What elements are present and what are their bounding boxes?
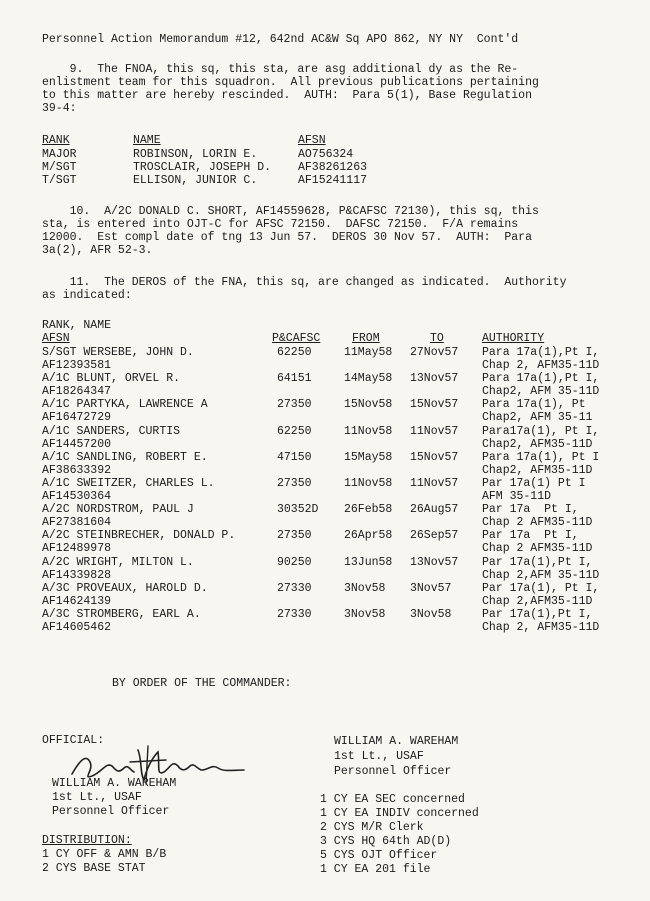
para9-line: to this matter are hereby rescinded. AUTH: Para 5(1), Base Regulation bbox=[42, 89, 532, 102]
row-name: A/3C STROMBERG, EARL A. bbox=[42, 608, 201, 621]
row-from: 26Apr58 bbox=[344, 529, 393, 542]
para9-line: enlistment team for this squadron. All previous publications pertaining bbox=[42, 76, 539, 89]
row-from: 14May58 bbox=[344, 372, 393, 385]
para11-line: 11. The DEROS of the FNA, this sq, are changed as indicated. Authority bbox=[42, 276, 567, 289]
row-authority-cont: Chap 2,AFM35-11D bbox=[482, 595, 593, 608]
row-from: 3Nov58 bbox=[344, 582, 386, 595]
row-pcafsc: 27330 bbox=[277, 582, 312, 595]
row-from: 26Feb58 bbox=[344, 503, 393, 516]
row-pcafsc: 62250 bbox=[277, 425, 312, 438]
row-to: 15Nov57 bbox=[410, 451, 459, 464]
row-authority-cont: Chap 2 AFM35-11D bbox=[482, 542, 593, 555]
team-rank: T/SGT bbox=[42, 174, 77, 187]
row-authority-cont: Chap 2 AFM35-11D bbox=[482, 516, 593, 529]
table-header-from: FROM bbox=[352, 332, 380, 345]
para10-line: sta, is entered into OJT-C for AFSC 72150. DAFSC 72150. F/A remains bbox=[42, 218, 519, 231]
row-afsn: AF12489978 bbox=[42, 542, 112, 555]
row-afsn: AF14605462 bbox=[42, 621, 112, 634]
row-to: 13Nov57 bbox=[410, 372, 459, 385]
signer-left-title: Personnel Officer bbox=[52, 805, 170, 818]
row-authority-cont: Chap2, AFM35-11D bbox=[482, 464, 593, 477]
row-to: 26Sep57 bbox=[410, 529, 459, 542]
team-rank: MAJOR bbox=[42, 148, 77, 161]
para9-line: 9. The FNOA, this sq, this sta, are asg additional dy as the Re- bbox=[42, 63, 519, 76]
row-name: A/1C SANDLING, ROBERT E. bbox=[42, 451, 208, 464]
distribution-right-item: 1 CY EA INDIV concerned bbox=[320, 807, 479, 820]
row-to: 11Nov57 bbox=[410, 477, 459, 490]
row-authority: Para 17a(1), Pt I bbox=[482, 451, 600, 464]
row-authority: Par 17a(1), Pt I, bbox=[482, 582, 600, 595]
team-header-name: NAME bbox=[133, 134, 161, 147]
row-name: A/1C BLUNT, ORVEL R. bbox=[42, 372, 181, 385]
distribution-right-item: 5 CYS OJT Officer bbox=[320, 849, 438, 862]
row-name: A/3C PROVEAUX, HAROLD D. bbox=[42, 582, 208, 595]
row-from: 13Jun58 bbox=[344, 556, 393, 569]
row-authority: Para17a(1), Pt I, bbox=[482, 425, 600, 438]
row-to: 15Nov57 bbox=[410, 398, 459, 411]
row-authority-cont: Chap 2, AFM35-11D bbox=[482, 359, 600, 372]
row-name: A/2C STEINBRECHER, DONALD P. bbox=[42, 529, 236, 542]
signer-right-name: WILLIAM A. WAREHAM bbox=[334, 735, 459, 748]
row-authority: Par 17a Pt I, bbox=[482, 529, 579, 542]
row-authority: Para 17a(1),Pt I, bbox=[482, 346, 600, 359]
row-name: A/1C SANDERS, CURTIS bbox=[42, 425, 181, 438]
team-afsn: AF15241117 bbox=[298, 174, 368, 187]
table-header-authority: AUTHORITY bbox=[482, 332, 545, 345]
distribution-right-item: 1 CY EA 201 file bbox=[320, 863, 431, 876]
row-from: 11May58 bbox=[344, 346, 393, 359]
distribution-left-item: 2 CYS BASE STAT bbox=[42, 862, 146, 875]
para11-line: as indicated: bbox=[42, 289, 132, 302]
row-authority: Para 17a(1),Pt I, bbox=[482, 372, 600, 385]
row-pcafsc: 27350 bbox=[277, 398, 312, 411]
row-authority: Par 17a Pt I, bbox=[482, 503, 579, 516]
signer-right-grade: 1st Lt., USAF bbox=[334, 750, 424, 763]
table-header-pcafsc: P&CAFSC bbox=[272, 332, 321, 345]
team-afsn: AF38261263 bbox=[298, 161, 368, 174]
row-authority-cont: Chap 2,AFM 35-11D bbox=[482, 569, 600, 582]
row-afsn: AF38633392 bbox=[42, 464, 112, 477]
row-afsn: AF14624139 bbox=[42, 595, 112, 608]
row-pcafsc: 47150 bbox=[277, 451, 312, 464]
row-pcafsc: 64151 bbox=[277, 372, 312, 385]
row-authority: Para 17a(1), Pt bbox=[482, 398, 586, 411]
row-afsn: AF18264347 bbox=[42, 385, 112, 398]
distribution-left-item: 1 CY OFF & AMN B/B bbox=[42, 848, 167, 861]
signer-left-grade: 1st Lt., USAF bbox=[52, 791, 142, 804]
row-from: 15May58 bbox=[344, 451, 393, 464]
table-header-afsn: AFSN bbox=[42, 332, 70, 345]
distribution-title: DISTRIBUTION: bbox=[42, 834, 132, 847]
para10-line: 12000. Est compl date of tng 13 Jun 57. DEROS 30 Nov 57. AUTH: Para bbox=[42, 231, 532, 244]
para9-line: 39-4: bbox=[42, 102, 77, 115]
team-rank: M/SGT bbox=[42, 161, 77, 174]
row-afsn: AF27381604 bbox=[42, 516, 112, 529]
row-pcafsc: 27350 bbox=[277, 529, 312, 542]
row-afsn: AF14339828 bbox=[42, 569, 112, 582]
row-from: 11Nov58 bbox=[344, 425, 393, 438]
row-authority: Par 17a(1) Pt I bbox=[482, 477, 586, 490]
row-to: 3Nov58 bbox=[410, 608, 452, 621]
row-authority-cont: AFM 35-11D bbox=[482, 490, 552, 503]
distribution-right-item: 2 CYS M/R Clerk bbox=[320, 821, 424, 834]
signer-left-name: WILLIAM A. WAREHAM bbox=[52, 777, 177, 790]
para10-line: 3a(2), AFR 52-3. bbox=[42, 244, 153, 257]
row-afsn: AF14530364 bbox=[42, 490, 112, 503]
signer-right-title: Personnel Officer bbox=[334, 765, 452, 778]
row-pcafsc: 27350 bbox=[277, 477, 312, 490]
official-label: OFFICIAL: bbox=[42, 734, 105, 747]
row-to: 11Nov57 bbox=[410, 425, 459, 438]
team-name: ELLISON, JUNIOR C. bbox=[133, 174, 258, 187]
row-afsn: AF14457200 bbox=[42, 438, 112, 451]
row-authority-cont: Chap2, AFM 35-11D bbox=[482, 385, 600, 398]
row-name: A/1C PARTYKA, LAWRENCE A bbox=[42, 398, 208, 411]
team-header-rank: RANK bbox=[42, 134, 70, 147]
table-header-to: TO bbox=[430, 332, 444, 345]
team-name: TROSCLAIR, JOSEPH D. bbox=[133, 161, 272, 174]
row-authority-cont: Chap 2, AFM35-11D bbox=[482, 621, 600, 634]
row-authority-cont: Chap2, AFM35-11D bbox=[482, 438, 593, 451]
row-pcafsc: 62250 bbox=[277, 346, 312, 359]
row-from: 15Nov58 bbox=[344, 398, 393, 411]
team-header-afsn: AFSN bbox=[298, 134, 326, 147]
row-to: 26Aug57 bbox=[410, 503, 459, 516]
row-pcafsc: 30352D bbox=[277, 503, 319, 516]
table-header-rank-name: RANK, NAME bbox=[42, 319, 112, 332]
row-pcafsc: 27330 bbox=[277, 608, 312, 621]
row-authority: Par 17a(1),Pt I, bbox=[482, 556, 593, 569]
row-to: 3Nov57 bbox=[410, 582, 452, 595]
team-afsn: AO756324 bbox=[298, 148, 354, 161]
para10-line: 10. A/2C DONALD C. SHORT, AF14559628, P&CAFSC 72130), this sq, this bbox=[42, 205, 539, 218]
row-pcafsc: 90250 bbox=[277, 556, 312, 569]
row-authority-cont: Chap2, AFM 35-11 bbox=[482, 411, 593, 424]
team-name: ROBINSON, LORIN E. bbox=[133, 148, 258, 161]
row-name: A/1C SWEITZER, CHARLES L. bbox=[42, 477, 215, 490]
row-from: 11Nov58 bbox=[344, 477, 393, 490]
row-afsn: AF12393581 bbox=[42, 359, 112, 372]
distribution-right-item: 3 CYS HQ 64th AD(D) bbox=[320, 835, 452, 848]
by-order-line: BY ORDER OF THE COMMANDER: bbox=[112, 677, 292, 690]
memo-header: Personnel Action Memorandum #12, 642nd AC&W Sq APO 862, NY NY Cont'd bbox=[42, 33, 519, 46]
row-authority: Par 17a(1),Pt I, bbox=[482, 608, 593, 621]
row-to: 27Nov57 bbox=[410, 346, 459, 359]
row-from: 3Nov58 bbox=[344, 608, 386, 621]
row-name: A/2C WRIGHT, MILTON L. bbox=[42, 556, 194, 569]
row-to: 13Nov57 bbox=[410, 556, 459, 569]
row-name: A/2C NORDSTROM, PAUL J bbox=[42, 503, 194, 516]
row-afsn: AF16472729 bbox=[42, 411, 112, 424]
row-name: S/SGT WERSEBE, JOHN D. bbox=[42, 346, 194, 359]
distribution-right-item: 1 CY EA SEC concerned bbox=[320, 793, 465, 806]
